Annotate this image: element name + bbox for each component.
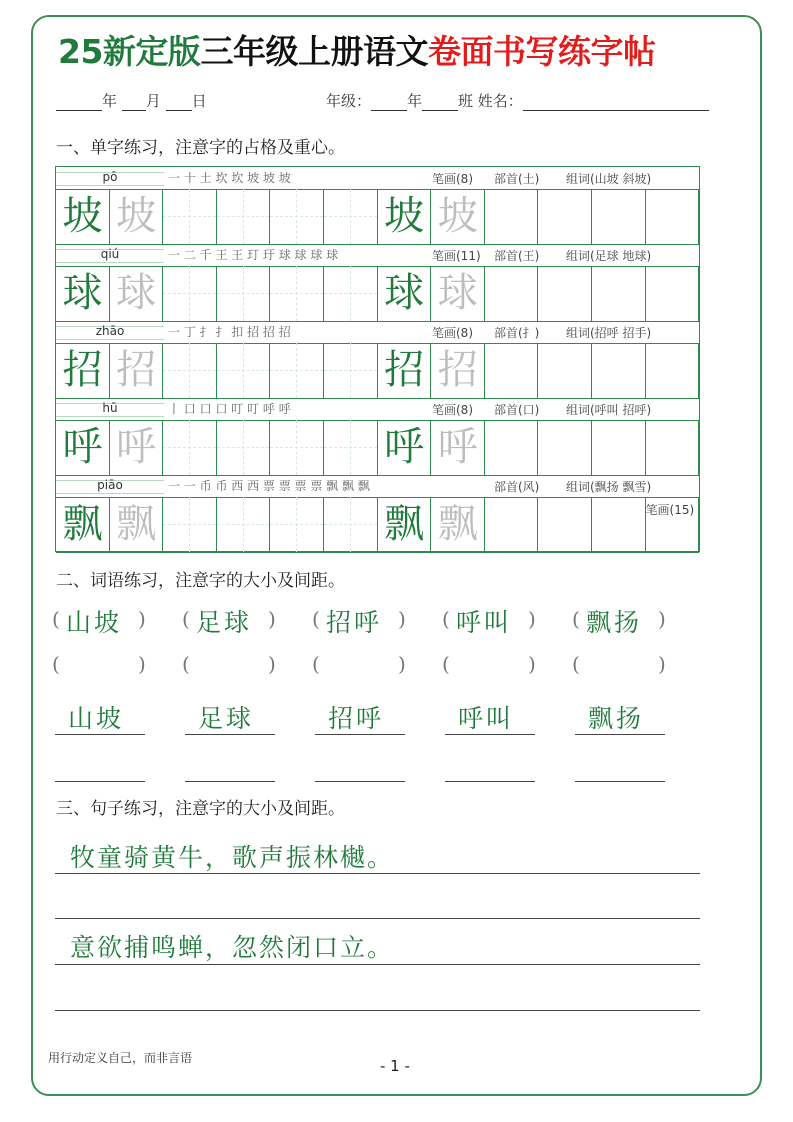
paren-left: ( — [312, 607, 320, 631]
paren-left: ( — [442, 652, 450, 676]
writing-cell[interactable] — [538, 497, 592, 552]
model-character: 招 — [384, 347, 425, 393]
char-writing-row — [56, 497, 699, 553]
word-examples: 组词(招呼 招手) — [566, 326, 652, 340]
writing-cell[interactable] — [431, 497, 485, 552]
model-character: 飘 — [384, 501, 425, 547]
paren-left: ( — [182, 652, 190, 676]
writing-cell[interactable] — [592, 266, 646, 321]
char-info-row — [56, 321, 699, 344]
writing-cell[interactable] — [485, 189, 539, 244]
model-character: 坡 — [62, 193, 103, 239]
writing-cell[interactable] — [270, 497, 324, 552]
writing-cell[interactable] — [324, 189, 378, 244]
paren-left: ( — [52, 652, 60, 676]
word-writing-line[interactable] — [445, 781, 535, 782]
sentence-1: 牧童骑黄牛，歌声振林樾。 — [70, 843, 395, 872]
word-writing-line[interactable] — [185, 781, 275, 782]
writing-cell[interactable] — [217, 343, 271, 398]
paren-left: ( — [52, 607, 60, 631]
trace-character: 飘 — [116, 501, 157, 547]
model-character: 飘 — [62, 501, 103, 547]
writing-cell[interactable] — [378, 497, 432, 552]
trace-character: 招 — [437, 347, 478, 393]
writing-cell[interactable] — [538, 189, 592, 244]
char-writing-row — [56, 266, 699, 322]
writing-cell[interactable] — [163, 189, 217, 244]
paren-right: ) — [658, 652, 666, 676]
pinyin: qiú — [100, 247, 120, 261]
writing-cell[interactable] — [592, 420, 646, 475]
writing-cell[interactable] — [646, 420, 700, 475]
trace-character: 飘 — [437, 501, 478, 547]
trace-word: 足球 — [198, 704, 255, 733]
writing-cell[interactable] — [217, 189, 271, 244]
writing-cell[interactable] — [646, 497, 700, 552]
character-practice-grid — [55, 166, 700, 552]
stroke-count: 笔画(15) — [645, 503, 695, 517]
writing-cell[interactable] — [431, 266, 485, 321]
writing-cell[interactable] — [110, 266, 164, 321]
word-writing-line[interactable] — [575, 734, 665, 735]
trace-character: 坡 — [437, 193, 478, 239]
model-character: 坡 — [384, 193, 425, 239]
trace-character: 球 — [437, 270, 478, 316]
footer-motto: 用行动定义自己，而非言语 — [48, 1051, 193, 1065]
char-info-row — [56, 475, 699, 498]
sentence-line[interactable] — [55, 918, 700, 919]
writing-cell[interactable] — [56, 497, 110, 552]
sentence-line[interactable] — [55, 964, 700, 965]
pinyin: piāo — [97, 478, 123, 492]
trace-word: 招呼 — [328, 704, 385, 733]
writing-cell[interactable] — [592, 497, 646, 552]
writing-cell[interactable] — [485, 343, 539, 398]
writing-cell[interactable] — [378, 420, 432, 475]
page-number: - 1 - — [380, 1057, 410, 1075]
paren-right: ) — [138, 652, 146, 676]
paren-left: ( — [182, 607, 190, 631]
char-writing-row — [56, 420, 699, 476]
paren-left: ( — [572, 607, 580, 631]
paren-right: ) — [398, 652, 406, 676]
model-word: 足球 — [196, 608, 253, 637]
writing-cell[interactable] — [270, 420, 324, 475]
model-word: 飘扬 — [586, 608, 643, 637]
trace-character: 呼 — [116, 424, 157, 470]
writing-cell[interactable] — [56, 343, 110, 398]
writing-cell[interactable] — [378, 266, 432, 321]
writing-cell[interactable] — [163, 343, 217, 398]
writing-cell[interactable] — [646, 266, 700, 321]
stroke-count: 笔画(8) — [432, 326, 473, 340]
char-info-row — [56, 244, 699, 267]
model-character: 招 — [62, 347, 103, 393]
writing-cell[interactable] — [378, 343, 432, 398]
stroke-count: 笔画(11) — [432, 249, 481, 263]
writing-cell[interactable] — [56, 420, 110, 475]
writing-cell[interactable] — [538, 266, 592, 321]
writing-cell[interactable] — [56, 266, 110, 321]
writing-cell[interactable] — [270, 266, 324, 321]
radical: 部首(风) — [494, 480, 540, 494]
word-examples: 组词(呼叫 招呼) — [566, 403, 652, 417]
stroke-sequence: 一 丁 扌 扌 扣 招 招 招 — [168, 325, 291, 339]
char-writing-row — [56, 343, 699, 399]
model-word: 招呼 — [326, 608, 383, 637]
writing-cell[interactable] — [538, 343, 592, 398]
date-field[interactable]: 年 月 日 — [56, 90, 207, 111]
radical: 部首(扌) — [494, 326, 540, 340]
word-writing-line[interactable] — [575, 781, 665, 782]
writing-cell[interactable] — [592, 189, 646, 244]
trace-character: 招 — [116, 347, 157, 393]
writing-cell[interactable] — [217, 497, 271, 552]
stroke-sequence: 一 十 土 坎 坎 坡 坡 坡 — [168, 171, 291, 185]
trace-word: 山坡 — [68, 704, 125, 733]
word-writing-line[interactable] — [55, 781, 145, 782]
paren-left: ( — [572, 652, 580, 676]
grade-class-name-field[interactable]: 年级： 年 班 姓名： — [326, 90, 709, 111]
radical: 部首(土) — [494, 172, 540, 186]
writing-cell[interactable] — [485, 420, 539, 475]
paren-left: ( — [442, 607, 450, 631]
word-writing-line[interactable] — [315, 734, 405, 735]
radical: 部首(王) — [494, 249, 540, 263]
writing-cell[interactable] — [485, 266, 539, 321]
word-writing-line[interactable] — [445, 734, 535, 735]
writing-cell[interactable] — [324, 497, 378, 552]
writing-cell[interactable] — [431, 420, 485, 475]
section-3-heading: 三、句子练习，注意字的大小及间距。 — [56, 799, 345, 819]
pinyin: pō — [102, 170, 118, 184]
writing-cell[interactable] — [110, 497, 164, 552]
writing-cell[interactable] — [646, 343, 700, 398]
model-character: 球 — [384, 270, 425, 316]
writing-cell[interactable] — [163, 420, 217, 475]
stroke-sequence: 丨 口 口 口 叮 叮 呼 呼 — [168, 402, 291, 416]
sentence-2: 意欲捕鸣蝉，忽然闭口立。 — [70, 933, 395, 962]
stroke-count: 笔画(8) — [432, 172, 473, 186]
writing-cell[interactable] — [324, 343, 378, 398]
paren-right: ) — [398, 607, 406, 631]
writing-cell[interactable] — [56, 189, 110, 244]
model-character: 呼 — [62, 424, 103, 470]
section-2-heading: 二、词语练习，注意字的大小及间距。 — [56, 571, 345, 591]
word-writing-line[interactable] — [315, 781, 405, 782]
paren-right: ) — [268, 652, 276, 676]
writing-cell[interactable] — [217, 420, 271, 475]
model-word: 山坡 — [66, 608, 123, 637]
writing-cell[interactable] — [324, 266, 378, 321]
word-examples: 组词(山坡 斜坡) — [566, 172, 652, 186]
stroke-sequence: 一 一 币 币 西 西 票 票 票 票 飘 飘 飘 — [168, 479, 370, 493]
char-writing-row — [56, 189, 699, 245]
stroke-count: 笔画(8) — [432, 403, 473, 417]
sentence-line[interactable] — [55, 873, 700, 874]
paren-left: ( — [312, 652, 320, 676]
writing-cell[interactable] — [592, 343, 646, 398]
writing-cell[interactable] — [646, 189, 700, 244]
paren-right: ) — [528, 607, 536, 631]
writing-cell[interactable] — [378, 189, 432, 244]
word-examples: 组词(飘扬 飘雪) — [566, 480, 652, 494]
model-character: 球 — [62, 270, 103, 316]
writing-cell[interactable] — [270, 343, 324, 398]
writing-cell[interactable] — [270, 189, 324, 244]
model-word: 呼叫 — [456, 608, 513, 637]
writing-cell[interactable] — [110, 420, 164, 475]
pinyin: zhāo — [95, 324, 125, 338]
word-writing-line[interactable] — [185, 734, 275, 735]
trace-word: 呼叫 — [458, 704, 515, 733]
writing-cell[interactable] — [163, 266, 217, 321]
page-title: 25新定版三年级上册语文卷面书写练字帖 — [58, 32, 656, 71]
trace-character: 呼 — [437, 424, 478, 470]
paren-right: ) — [528, 652, 536, 676]
paren-right: ) — [658, 607, 666, 631]
section-1-heading: 一、单字练习，注意字的占格及重心。 — [56, 138, 345, 158]
writing-cell[interactable] — [538, 420, 592, 475]
writing-cell[interactable] — [163, 497, 217, 552]
char-info-row — [56, 398, 699, 421]
paren-right: ) — [138, 607, 146, 631]
word-examples: 组词(足球 地球) — [566, 249, 652, 263]
writing-cell[interactable] — [217, 266, 271, 321]
stroke-sequence: 一 二 千 王 王 玎 玗 球 球 球 球 — [168, 248, 339, 262]
writing-cell[interactable] — [431, 189, 485, 244]
word-writing-line[interactable] — [55, 734, 145, 735]
pinyin: hū — [102, 401, 118, 415]
writing-cell[interactable] — [110, 343, 164, 398]
trace-word: 飘扬 — [588, 704, 645, 733]
writing-cell[interactable] — [324, 420, 378, 475]
trace-character: 球 — [116, 270, 157, 316]
trace-character: 坡 — [116, 193, 157, 239]
writing-cell[interactable] — [485, 497, 539, 552]
writing-cell[interactable] — [431, 343, 485, 398]
writing-cell[interactable] — [110, 189, 164, 244]
model-character: 呼 — [384, 424, 425, 470]
radical: 部首(口) — [494, 403, 540, 417]
sentence-line[interactable] — [55, 1010, 700, 1011]
char-info-row — [56, 167, 699, 190]
paren-right: ) — [268, 607, 276, 631]
